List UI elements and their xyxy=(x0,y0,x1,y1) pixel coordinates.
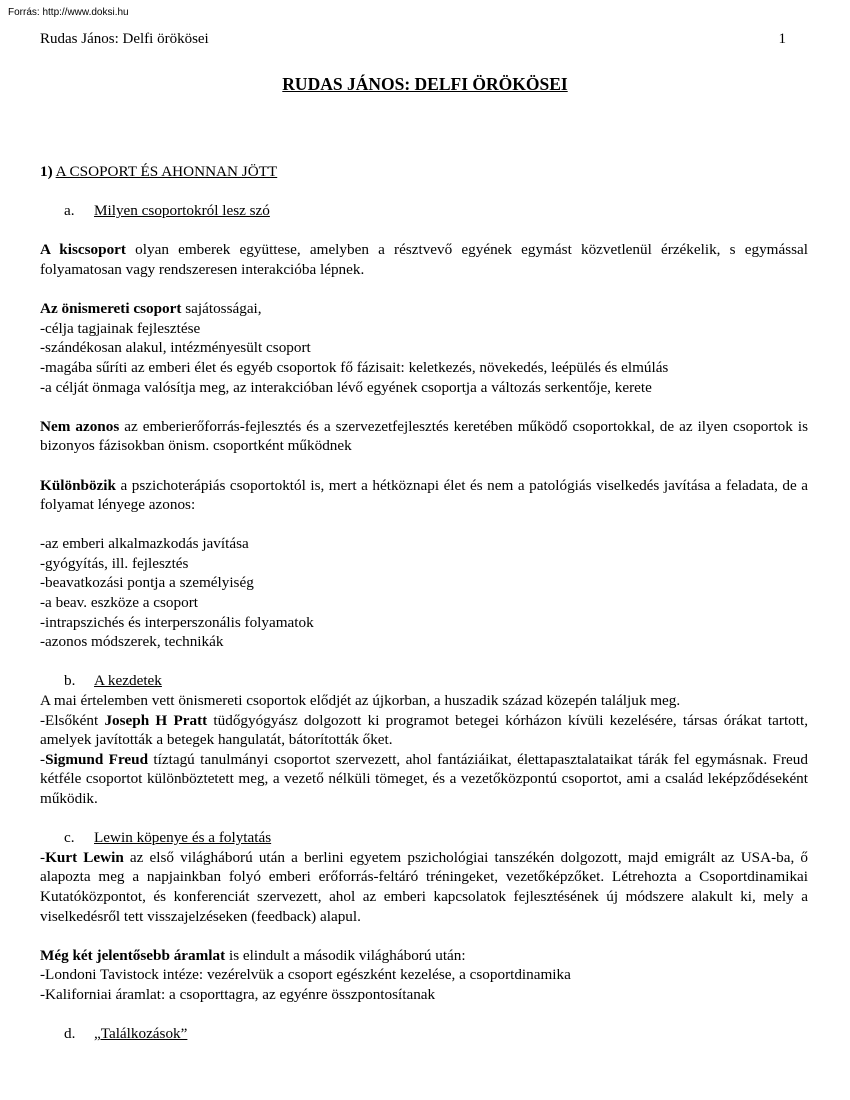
paragraph-text: tíztagú tanulmányi csoportot szervezett, ahol fantáziáikat, élettapasztalataikat tárák fel egymásnak. Freud kétféle csoportot különböztetett meg, a vezető nélküli tömeget, és a vezetőközpontú csoportot, ami a család leképződéseként működik. xyxy=(40,750,808,807)
page-number: 1 xyxy=(778,31,786,47)
bold-term: Nem azonos xyxy=(40,417,120,435)
bold-term: Kurt Lewin xyxy=(45,848,124,866)
document-title: RUDAS JÁNOS: DELFI ÖRÖKÖSEI xyxy=(282,74,568,94)
paragraph-text: az első világháború után a berlini egyetem pszichológiai tanszékén dolgozott, majd emigrált az USA-ba, ő alapozta meg a napjainkban folyó emberi erőforrás-feltáró tréningeket, vezetőképzőket. Létrehozta a Csoportdinamikai Kutatóközpontot, és konferenciát szervezett, ahol az emberi kapcsolatok fejlesztésének új módszere alakult ki, mely a viselkedésről tett visszajelzéseken (feedback) alapul. xyxy=(40,848,808,925)
section-number: 1) xyxy=(40,163,53,180)
bold-term: Joseph H Pratt xyxy=(104,711,208,729)
paragraph-text: a pszichoterápiás csoportoktól is, mert a hétköznapi élet és nem a patológiás viselkedés javítása a feladata, de a folyamat lényege azonos: xyxy=(40,476,808,514)
subsection-letter: d. xyxy=(64,1025,76,1043)
section-title: A CSOPORT ÉS AHONNAN JÖTT xyxy=(55,163,278,180)
bold-term: Még két jelentősebb áramlat xyxy=(40,946,226,964)
list-item: -Kaliforniai áramlat: a csoporttagra, az egyénre összpontosítanak xyxy=(40,985,436,1003)
paragraph-text: az emberierőforrás-fejlesztés és a szervezetfejlesztés keretében működő csoportokkal, de az ilyen csoportok is bizonyos fázisokban önism. csoportként működnek xyxy=(40,417,808,455)
running-header-title: Rudas János: Delfi örökösei xyxy=(40,31,209,47)
bold-term: Az önismereti csoport xyxy=(40,300,182,318)
paragraph-text: sajátosságai, xyxy=(181,300,262,318)
source-note: Forrás: http://www.doksi.hu xyxy=(8,7,129,18)
list-item: -magába sűríti az emberi élet és egyéb csoportok fő fázisait: keletkezés, növekedés, leépülés és elmúlás xyxy=(40,358,669,376)
subsection-heading-a xyxy=(40,201,808,221)
document-body xyxy=(40,162,808,1044)
subsection-title: „Találkozások” xyxy=(94,1025,188,1043)
bold-term: A kiscsoport xyxy=(40,241,126,259)
list-item: -a célját önmaga valósítja meg, az interakcióban lévő egyének csoportja a változás serkentője, kerete xyxy=(40,378,652,396)
paragraph-text: tüdőgyógyász dolgozott ki programot betegei kórházon kívüli kezelésére, társas órákat tartott, amelyek javították a betegek hangulatát, bátorították őket. xyxy=(40,711,808,749)
paragraph-text: is elindult a második világháború után: xyxy=(225,946,466,964)
paragraph-nem-azonos xyxy=(40,417,808,456)
list-item: -Londoni Tavistock intéze: vezérelvük a csoport egészként kezelése, a csoportdinamika xyxy=(40,966,571,984)
subsection-heading-d xyxy=(40,1024,808,1044)
paragraph-kulonbozik xyxy=(40,476,808,515)
list-item: -azonos módszerek, technikák xyxy=(40,633,224,651)
subsection-title: Lewin köpenye és a folytatás xyxy=(94,829,272,847)
subsection-letter: c. xyxy=(64,829,75,847)
paragraph-aramlat xyxy=(40,946,808,966)
paragraph-onismereti xyxy=(40,299,808,319)
subsection-heading-b xyxy=(40,671,808,691)
subsection-letter: b. xyxy=(64,672,76,690)
section-heading-1 xyxy=(40,162,808,182)
paragraph-text: olyan emberek együttese, amelyben a résztvevő egyének egymást közvetlenül érzékelik, s egymással folyamatosan vagy rendszeresen interakcióba lépnek. xyxy=(40,241,808,278)
paragraph-pratt xyxy=(40,711,808,750)
subsection-title: Milyen csoportokról lesz szó xyxy=(94,202,270,220)
text-prefix: - xyxy=(40,848,46,866)
paragraph-lewin xyxy=(40,848,808,926)
list-item: -az emberi alkalmazkodás javítása xyxy=(40,535,249,553)
paragraph-b-intro: A mai értelemben vett önismereti csoportok elődjét az újkorban, a huszadik század közepén találjuk meg. xyxy=(40,692,681,710)
bold-term: Különbözik xyxy=(40,476,116,494)
list-item: -gyógyítás, ill. fejlesztés xyxy=(40,554,189,572)
list-item: -intrapszichés és interperszonális folyamatok xyxy=(40,613,314,631)
list-item: -beavatkozási pontja a személyiség xyxy=(40,574,254,592)
list-item: -célja tagjainak fejlesztése xyxy=(40,319,201,337)
subsection-title: A kezdetek xyxy=(94,672,162,690)
subsection-letter: a. xyxy=(64,202,75,220)
list-item: -szándékosan alakul, intézményesült csoport xyxy=(40,339,311,357)
subsection-heading-c xyxy=(40,828,808,848)
text-prefix: -Elsőként xyxy=(40,711,105,729)
list-item: -a beav. eszköze a csoport xyxy=(40,594,198,612)
paragraph-freud xyxy=(40,750,808,809)
text-prefix: - xyxy=(40,750,46,768)
paragraph-kiscsoport xyxy=(40,240,808,279)
bold-term: Sigmund Freud xyxy=(45,750,149,768)
